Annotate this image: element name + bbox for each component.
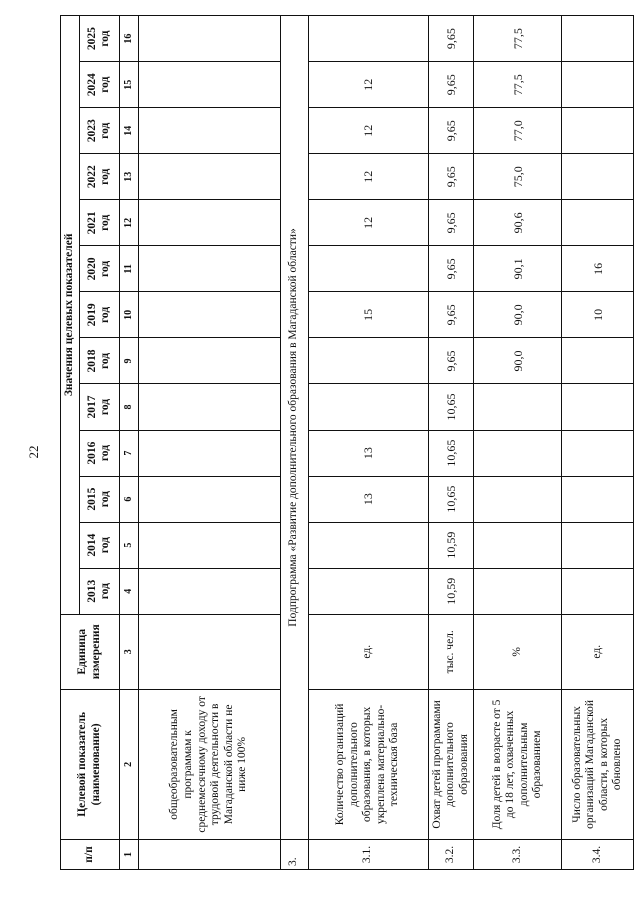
indicator-name: Число образовательных организаций Магаданской области, в которых обновлено bbox=[562, 689, 634, 839]
indicator-value bbox=[308, 246, 428, 292]
indicator-value: 9,65 bbox=[428, 292, 474, 338]
indicator-value bbox=[562, 108, 634, 154]
column-number: 15 bbox=[119, 62, 138, 108]
indicator-value: 10 bbox=[562, 292, 634, 338]
indicator-value bbox=[138, 200, 280, 246]
indicator-value: 12 bbox=[308, 200, 428, 246]
col-unit-header: Единица измерения bbox=[61, 614, 120, 689]
row-number: 3.3. bbox=[474, 839, 562, 869]
indicator-value bbox=[138, 476, 280, 522]
indicator-value bbox=[308, 384, 428, 430]
row-number: 3.2. bbox=[428, 839, 474, 869]
indicator-value bbox=[138, 292, 280, 338]
indicator-value: 10,59 bbox=[428, 522, 474, 568]
indicator-value: 10,65 bbox=[428, 476, 474, 522]
column-number: 6 bbox=[119, 476, 138, 522]
indicator-value: 77,5 bbox=[474, 16, 562, 62]
row-number bbox=[138, 839, 280, 869]
indicator-value bbox=[474, 522, 562, 568]
indicator-value: 9,65 bbox=[428, 246, 474, 292]
indicator-value bbox=[308, 338, 428, 384]
indicator-value: 90,6 bbox=[474, 200, 562, 246]
indicator-value bbox=[562, 338, 634, 384]
column-number: 14 bbox=[119, 108, 138, 154]
year-header: 2022 год bbox=[79, 154, 119, 200]
target-indicators-table bbox=[60, 15, 634, 870]
column-number: 3 bbox=[119, 614, 138, 689]
indicator-value bbox=[138, 246, 280, 292]
indicator-name: Количество организаций дополнительного образования, в которых укреплена материально-техническая база bbox=[308, 689, 428, 839]
indicator-value bbox=[308, 568, 428, 614]
unit bbox=[138, 614, 280, 689]
row-number: 3.1. bbox=[308, 839, 428, 869]
indicator-name: Охват детей программами дополнительного образования bbox=[428, 689, 474, 839]
indicator-value bbox=[562, 62, 634, 108]
indicator-value bbox=[562, 476, 634, 522]
year-header: 2025 год bbox=[79, 16, 119, 62]
indicator-value bbox=[138, 430, 280, 476]
indicator-value: 9,65 bbox=[428, 338, 474, 384]
indicator-value bbox=[138, 338, 280, 384]
indicator-value bbox=[474, 384, 562, 430]
unit: тыс. чел. bbox=[428, 614, 474, 689]
indicator-value bbox=[562, 384, 634, 430]
subprogram-title: Подпрограмма «Развитие дополнительного образования в Магаданской области» bbox=[280, 16, 308, 840]
indicator-value bbox=[562, 154, 634, 200]
indicator-value bbox=[138, 568, 280, 614]
indicator-value bbox=[138, 522, 280, 568]
indicator-value bbox=[474, 568, 562, 614]
indicator-value: 90,0 bbox=[474, 292, 562, 338]
column-number: 2 bbox=[119, 689, 138, 839]
col-num-header: п/п bbox=[61, 839, 120, 869]
values-group-header: Значения целевых показателей bbox=[61, 16, 80, 615]
indicator-value bbox=[138, 16, 280, 62]
indicator-name: Доля детей в возрасте от 5 до 18 лет, охваченных дополнительным образованием bbox=[474, 689, 562, 839]
year-header: 2017 год bbox=[79, 384, 119, 430]
table-row bbox=[428, 16, 474, 870]
indicator-value bbox=[138, 384, 280, 430]
indicator-value: 12 bbox=[308, 62, 428, 108]
subprogram-number: 3. bbox=[280, 839, 308, 869]
column-number: 10 bbox=[119, 292, 138, 338]
indicator-value: 77,0 bbox=[474, 108, 562, 154]
column-number: 9 bbox=[119, 338, 138, 384]
year-header: 2016 год bbox=[79, 430, 119, 476]
year-header: 2020 год bbox=[79, 246, 119, 292]
year-header: 2018 год bbox=[79, 338, 119, 384]
indicator-value bbox=[562, 522, 634, 568]
indicator-value: 9,65 bbox=[428, 16, 474, 62]
indicator-value bbox=[138, 62, 280, 108]
indicator-value bbox=[562, 568, 634, 614]
indicator-value bbox=[562, 200, 634, 246]
indicator-value bbox=[138, 108, 280, 154]
table-row bbox=[138, 16, 280, 870]
indicator-value: 12 bbox=[308, 154, 428, 200]
indicator-value: 13 bbox=[308, 430, 428, 476]
indicator-value: 90,0 bbox=[474, 338, 562, 384]
table-row bbox=[308, 16, 428, 870]
column-number: 12 bbox=[119, 200, 138, 246]
indicator-value bbox=[474, 476, 562, 522]
column-number: 13 bbox=[119, 154, 138, 200]
table-row bbox=[562, 16, 634, 870]
year-header: 2014 год bbox=[79, 522, 119, 568]
indicator-value: 15 bbox=[308, 292, 428, 338]
column-number: 5 bbox=[119, 522, 138, 568]
table-body bbox=[138, 16, 634, 870]
indicator-value bbox=[474, 430, 562, 476]
indicator-value: 9,65 bbox=[428, 62, 474, 108]
year-header: 2023 год bbox=[79, 108, 119, 154]
column-number-row bbox=[119, 16, 138, 870]
indicator-value: 9,65 bbox=[428, 200, 474, 246]
indicator-name: общеобразовательным программам к среднемесячному доходу от трудовой деятельности в Магаданской области не ниже 100% bbox=[138, 689, 280, 839]
year-header: 2021 год bbox=[79, 200, 119, 246]
column-number: 16 bbox=[119, 16, 138, 62]
column-number: 1 bbox=[119, 839, 138, 869]
page-number: 22 bbox=[26, 445, 41, 459]
year-header: 2013 год bbox=[79, 568, 119, 614]
indicator-value: 10,65 bbox=[428, 430, 474, 476]
year-header: 2024 год bbox=[79, 62, 119, 108]
indicator-value: 10,65 bbox=[428, 384, 474, 430]
year-header: 2015 год bbox=[79, 476, 119, 522]
subprogram-row bbox=[280, 16, 308, 870]
indicator-value bbox=[138, 154, 280, 200]
column-number: 8 bbox=[119, 384, 138, 430]
indicator-value bbox=[562, 430, 634, 476]
indicator-value: 9,65 bbox=[428, 108, 474, 154]
indicator-value: 10,59 bbox=[428, 568, 474, 614]
indicator-value: 9,65 bbox=[428, 154, 474, 200]
column-number: 11 bbox=[119, 246, 138, 292]
unit: ед. bbox=[562, 614, 634, 689]
indicator-value: 90,1 bbox=[474, 246, 562, 292]
table-row bbox=[474, 16, 562, 870]
indicator-value: 12 bbox=[308, 108, 428, 154]
column-number: 7 bbox=[119, 430, 138, 476]
rotated-table-container bbox=[60, 15, 624, 870]
col-indicator-header: Целевой показатель (наименование) bbox=[61, 689, 120, 839]
indicator-value bbox=[308, 16, 428, 62]
unit: % bbox=[474, 614, 562, 689]
indicator-value bbox=[308, 522, 428, 568]
indicator-value: 77,5 bbox=[474, 62, 562, 108]
indicator-value: 75,0 bbox=[474, 154, 562, 200]
indicator-value: 13 bbox=[308, 476, 428, 522]
indicator-value: 16 bbox=[562, 246, 634, 292]
unit: ед. bbox=[308, 614, 428, 689]
row-number: 3.4. bbox=[562, 839, 634, 869]
indicator-value bbox=[562, 16, 634, 62]
year-header: 2019 год bbox=[79, 292, 119, 338]
column-number: 4 bbox=[119, 568, 138, 614]
